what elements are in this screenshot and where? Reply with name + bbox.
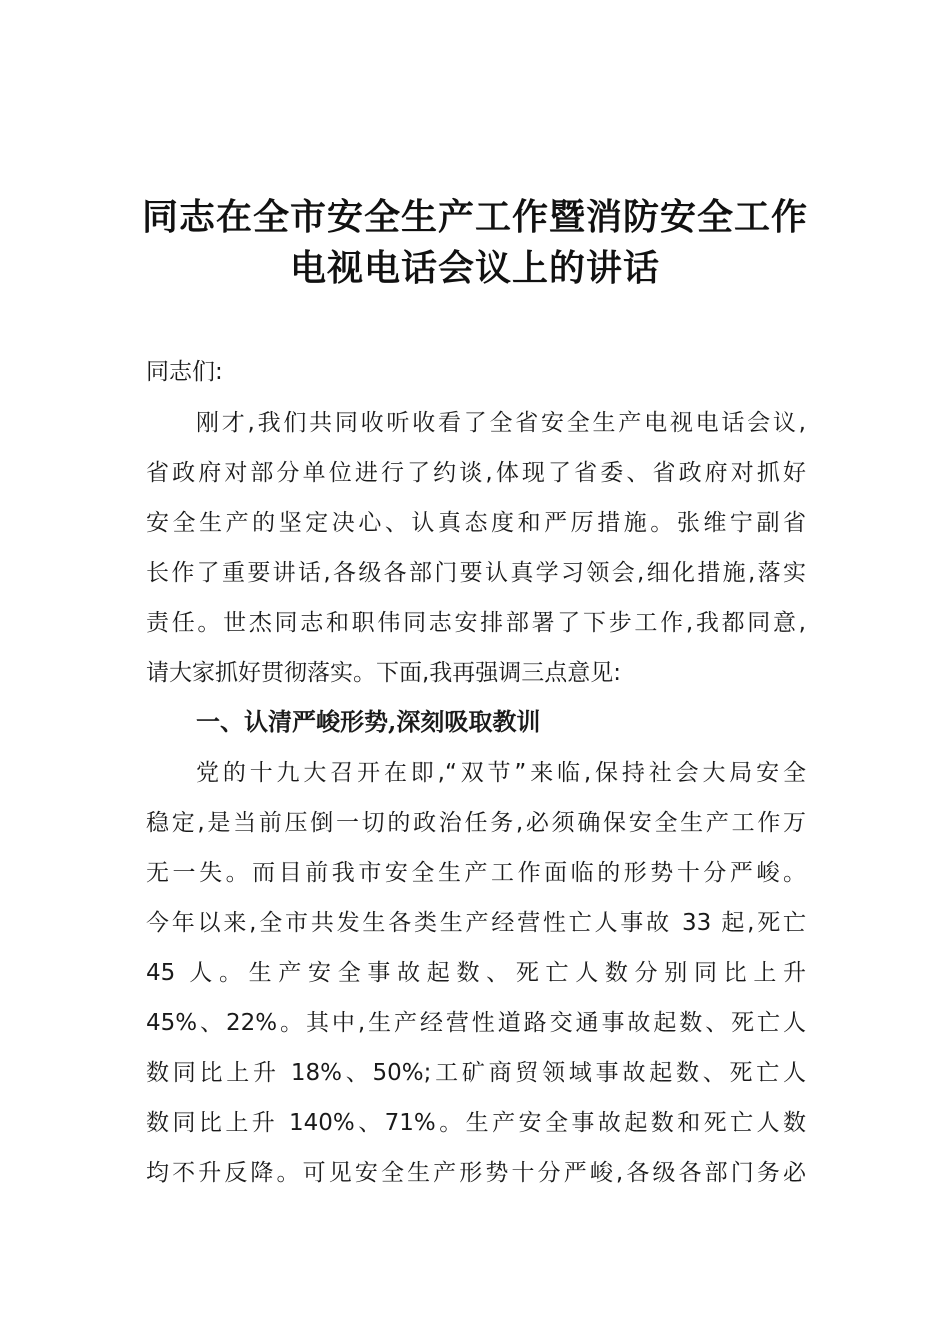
paragraph-line: 均不升反降。可见安全生产形势十分严峻,各级各部门务必 bbox=[146, 1160, 806, 1186]
paragraph-line: 数同比上升 140%、71%。生产安全事故起数和死亡人数 bbox=[146, 1110, 806, 1136]
paragraph-line: 数同比上升 18%、50%;工矿商贸领域事故起数、死亡人 bbox=[146, 1060, 806, 1086]
section-heading: 一、认清严峻形势,深刻吸取教训 bbox=[196, 707, 541, 736]
document-title-line-1: 同志在全市安全生产工作暨消防安全工作 bbox=[141, 196, 808, 238]
paragraph-line: 省政府对部分单位进行了约谈,体现了省委、省政府对抓好 bbox=[146, 460, 806, 486]
paragraph-line: 今年以来,全市共发生各类生产经营性亡人事故 33 起,死亡 bbox=[146, 910, 806, 936]
document-title-line-2: 电视电话会议上的讲话 bbox=[289, 247, 660, 289]
paragraph-line: 请大家抓好贯彻落实。下面,我再强调三点意见: bbox=[146, 660, 622, 686]
paragraph-line: 无一失。而目前我市安全生产工作面临的形势十分严峻。 bbox=[146, 860, 806, 886]
paragraph-line: 稳定,是当前压倒一切的政治任务,必须确保安全生产工作万 bbox=[146, 810, 806, 836]
paragraph-line: 责任。世杰同志和职伟同志安排部署了下步工作,我都同意, bbox=[146, 610, 806, 636]
salutation: 同志们: bbox=[146, 359, 223, 385]
paragraph-line: 刚才,我们共同收听收看了全省安全生产电视电话会议, bbox=[196, 410, 806, 436]
paragraph-line: 45 人。生产安全事故起数、死亡人数分别同比上升 bbox=[146, 960, 806, 986]
paragraph-line: 45%、22%。其中,生产经营性道路交通事故起数、死亡人 bbox=[146, 1010, 806, 1036]
paragraph-line: 长作了重要讲话,各级各部门要认真学习领会,细化措施,落实 bbox=[146, 560, 806, 586]
paragraph-line: 党的十九大召开在即,“双节”来临,保持社会大局安全 bbox=[196, 760, 806, 786]
paragraph-line: 安全生产的坚定决心、认真态度和严厉措施。张维宁副省 bbox=[146, 510, 806, 536]
